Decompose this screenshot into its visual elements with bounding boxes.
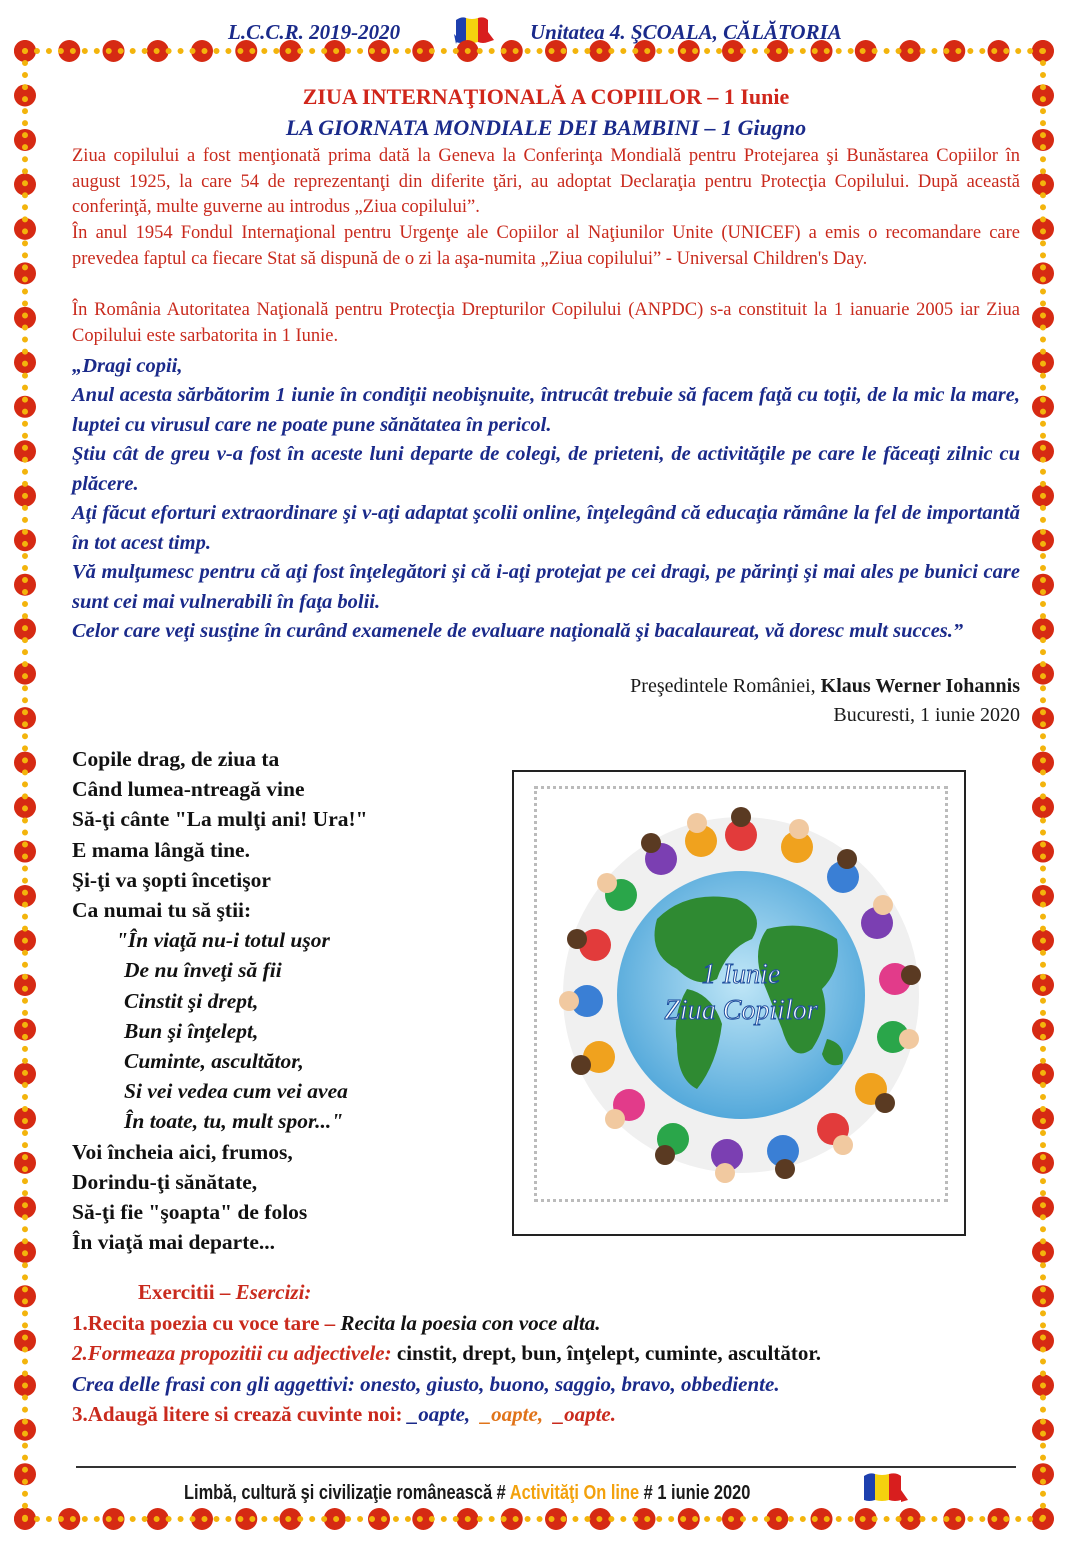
poem-line: În toate, tu, mult spor..." — [124, 1109, 344, 1134]
quote-line-1: Anul acesta sărbătorim 1 iunie în condiţii neobişnuite, întrucât trebuie să facem faţă cu toţii, de la mic la mare, luptei cu virusul care ne poate pune sănătatea în pericol. — [72, 384, 1020, 436]
exercise-1 — [72, 1308, 601, 1339]
exercises-heading-it: Esercizi: — [235, 1280, 312, 1304]
romanian-flag-icon — [858, 1470, 908, 1506]
poem-line: E mama lângă tine. — [72, 837, 250, 862]
poem-line: În viaţă mai departe... — [72, 1230, 276, 1255]
poem-line: Bun şi înţelept, — [124, 1018, 259, 1043]
quote-line-3: Aţi făcut eforturi extraordinare şi v-aţi adaptat şcolii online, înţelegând că educaţia rămâne la fel de importantă în tot acest timp. — [72, 502, 1020, 554]
signature-role: Preşedintele României, — [630, 675, 816, 697]
exercises-heading — [138, 1277, 311, 1308]
header-course-label: L.C.C.R. 2019-2020 — [228, 20, 401, 44]
quote-greeting: „Dragi copii, — [72, 355, 183, 377]
poem-line: Ca numai tu să ştii: — [72, 898, 252, 923]
signature-name: Klaus Werner Iohannis — [820, 675, 1020, 697]
childrens-day-image — [512, 770, 966, 1236]
exercise-3-label: 3.Adaugă litere si crează cuvinte noi: — [72, 1402, 408, 1426]
exercise-2 — [72, 1338, 821, 1369]
poem-line: Când lumea-ntreagă vine — [72, 777, 305, 802]
exercise-3-word-3: _oapte. — [553, 1402, 616, 1426]
poem-line: Copile drag, de ziua ta — [72, 747, 280, 771]
poem-line: "În viaţă nu-i totul uşor — [116, 928, 330, 953]
quote-line-5: Celor care veţi susţine în curând examenele de evaluare naţională şi bacalaureat, vă doresc mult succes.” — [72, 620, 964, 642]
header-unit-label: Unitatea 4. ŞCOALA, CĂLĂTORIA — [530, 20, 842, 44]
title-romanian: ZIUA INTERNAŢIONALĂ A COPIILOR – 1 Iunie — [302, 84, 790, 109]
paragraph-romania: În România Autoritatea Naţională pentru Protecţia Drepturilor Copilului (ANPDC) s-a constituit la 1 ianuarie 2005 iar Ziua Copilului este sarbatorita in 1 Iunie. — [72, 300, 1020, 346]
footer-online: Activităţi On line — [509, 1482, 640, 1504]
image-caption-line2: Ziua Copiilor — [664, 995, 818, 1026]
title-italian: LA GIORNATA MONDIALE DEI BAMBINI – 1 Giugno — [285, 115, 807, 140]
poem — [72, 744, 368, 1257]
paragraph-history: Ziua copilului a fost menţionată prima dată la Geneva la Conferinţa Mondială pentru Protejarea şi Bunăstarea Copiilor în august 1925, la care 54 de reprezentanţi din diferite ţări, au adoptat Declaraţia pentru Protecţia Copilului. După această conferinţă, multe guverne au introdus „Ziua copilului”. — [72, 146, 1020, 217]
quote-line-2: Ştiu cât de greu v-a fost în aceste luni departe de colegi, de prieteni, de activităţile pe care le făceaţi zilnic cu plăcere. — [72, 443, 1020, 495]
exercise-2-words: cinstit, drept, bun, înţelept, cuminte, ascultător. — [396, 1341, 821, 1365]
poem-line: Să-ţi cânte "La mulţi ani! Ura!" — [72, 807, 368, 832]
footer — [184, 1482, 750, 1505]
poem-line: Dorindu-ţi sănătate, — [72, 1169, 258, 1194]
exercise-1-ro: 1.Recita poezia cu voce tare – — [72, 1311, 341, 1335]
exercise-3-word-1: _oapte, — [407, 1402, 471, 1426]
poem-line: De nu înveţi să fii — [124, 958, 282, 983]
paragraph-unicef: În anul 1954 Fondul Internaţional pentru Urgenţe ale Copiilor al Naţiunilor Unite (UNICEF) a emis o recomandare care prevedea faptul ca fiecare Stat să dispună de o zi la aşa-numita „Ziua copilului” - Universal Children's Day. — [72, 223, 1020, 269]
exercises-heading-sep: – — [214, 1280, 236, 1304]
footer-course: Limbă, cultură şi civilizaţie românească — [184, 1482, 493, 1504]
poem-line: Si vei vedea cum vei avea — [124, 1079, 348, 1104]
footer-date: 1 iunie 2020 — [657, 1482, 751, 1504]
poem-line: Cinstit şi drept, — [124, 988, 259, 1013]
poem-line: Cuminte, ascultător, — [124, 1049, 304, 1074]
exercise-2-it: Crea delle frasi con gli aggettivi: onesto, giusto, buono, saggio, bravo, obbediente. — [72, 1372, 780, 1396]
exercise-3 — [72, 1399, 616, 1430]
exercises-heading-ro: Exercitii — [138, 1280, 215, 1304]
signature-place-date: Bucuresti, 1 iunie 2020 — [833, 704, 1020, 726]
exercise-2-ro: 2.Formeaza propozitii cu adjectivele: — [72, 1341, 397, 1365]
exercise-3-word-2: _oapte, — [480, 1402, 544, 1426]
exercise-1-it: Recita la poesia con voce alta. — [340, 1311, 601, 1335]
poem-line: Şi-ţi va şopti încetişor — [72, 867, 271, 892]
poem-line: Să-ţi fie "şoapta" de folos — [72, 1200, 308, 1225]
poem-line: Voi încheia aici, frumos, — [72, 1139, 293, 1164]
footer-hash: # — [639, 1482, 658, 1504]
globe-children-illustration — [537, 789, 945, 1199]
image-caption-line1: 1 Iunie — [701, 959, 781, 990]
footer-hash: # — [492, 1482, 510, 1504]
image-stamp-frame — [534, 786, 948, 1202]
signature-line — [72, 672, 1020, 701]
quote-line-4: Vă mulţumesc pentru că aţi fost înţelegători şi că i-aţi protejat pe cei dragi, pe părinţi şi mai ales pe bunici care sunt cei mai vulnerabili în faţa bolii. — [72, 561, 1020, 613]
footer-divider — [76, 1466, 1016, 1468]
